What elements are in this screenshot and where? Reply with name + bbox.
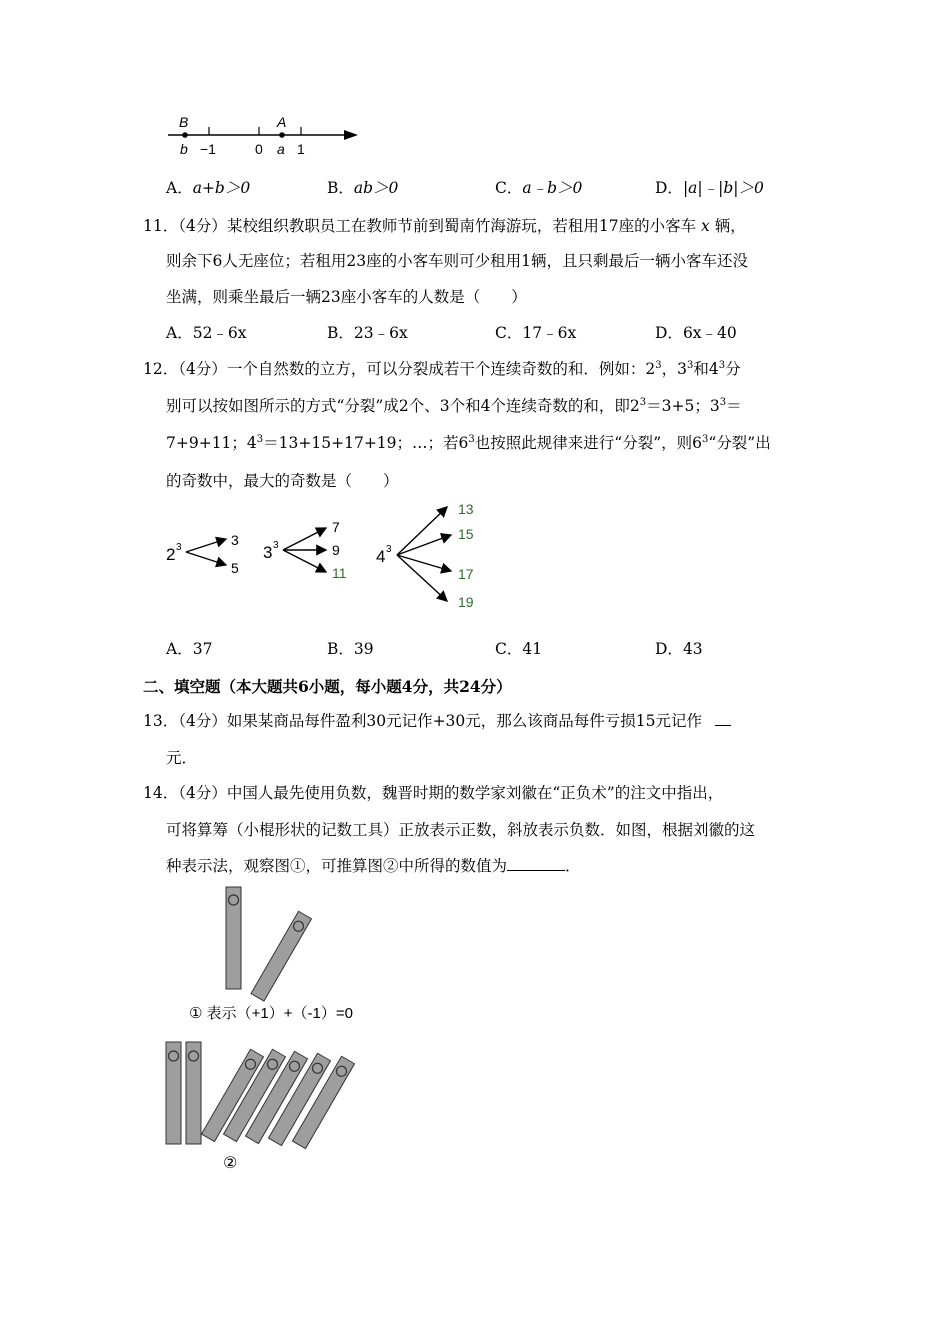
q11-line3: 坐满，则乘坐最后一辆23座小客车的人数是（ ） [166, 288, 527, 306]
q11-option-d: D．6x﹣40 [655, 324, 737, 342]
arrow-2-to-3 [186, 539, 226, 552]
q14-line1: 14．（4分）中国人最先使用负数，魏晋时期的数学家刘徽在“正负术”的注文中指出， [143, 784, 724, 802]
exp-2: 3 [176, 542, 182, 553]
q14-answer-blank[interactable] [507, 870, 565, 871]
q11-option-a: A．52﹣6x [166, 324, 247, 342]
point-b [182, 132, 188, 138]
q10-option-c: C．a﹣b＞0 [495, 179, 583, 197]
q11-option-c: C．17﹣6x [495, 324, 577, 342]
label-B: B [179, 114, 189, 130]
arrow-4-to-15 [397, 535, 451, 555]
q12-option-d: D．43 [655, 640, 703, 658]
section2-title: 二、填空题（本大题共6小题，每小题4分，共24分） [143, 677, 512, 696]
q10-option-b: B．ab＞0 [327, 179, 399, 197]
fig2-label: ② [223, 1155, 238, 1172]
rods-figure-1 [185, 883, 385, 1028]
rods-figure-2 [160, 1035, 375, 1175]
tick-label-a: a [277, 141, 285, 157]
q13-answer-blank[interactable] [715, 725, 731, 726]
cube-split-diagram [160, 495, 500, 620]
q11-line1: 11．（4分）某校组织教职员工在教师节前到蜀南竹海游玩，若租用17座的小客车 x 辆， [143, 217, 746, 235]
upright-rod [226, 887, 241, 989]
q12-option-c: C．41 [495, 640, 543, 658]
out-19: 19 [458, 594, 474, 610]
q12-line2: 别可以按如图所示的方式“分裂”成2个、3个和4个连续奇数的和，即$2^3=3+5$；$3^3=$ [166, 397, 742, 415]
q13-line2: 元． [166, 749, 198, 767]
out-13: 13 [458, 501, 474, 517]
q12-line4: 的奇数中，最大的奇数是（ ） [166, 472, 399, 490]
fig1-caption: ① 表示（+1）+（-1）=0 [189, 1005, 353, 1022]
tick-label-b: b [180, 141, 188, 157]
arrow-3-to-7 [283, 528, 326, 550]
q11-line2: 则余下6人无座位；若租用23座的小客车则可少租用1辆，且只剩最后一辆小客车还没 [166, 252, 748, 270]
out-5: 5 [231, 560, 239, 576]
out-11: 11 [332, 565, 347, 581]
out-3: 3 [231, 532, 239, 548]
out-15: 15 [458, 526, 474, 542]
q13-line1: 13．（4分）如果某商品每件盈利30元记作+30元，那么该商品每件亏损15元记作 [143, 711, 731, 731]
exp-3: 3 [273, 540, 279, 551]
tick-label-1: 1 [297, 141, 305, 157]
point-a [279, 132, 285, 138]
q12-line3: 7+9+11；$4^3=13+15+17+19$；…；若$6^3$也按照此规律来进行“分裂”，则$6^3“$分裂”出 [166, 434, 771, 452]
tick-label-0: 0 [255, 141, 263, 157]
out-7: 7 [332, 519, 340, 535]
q14-line2: 可将算筹（小棍形状的记数工具）正放表示正数，斜放表示负数．如图，根据刘徽的这 [166, 821, 756, 839]
q12-line1: 12．（4分）一个自然数的立方，可以分裂成若干个连续奇数的和．例如：$2^3$，$3^3$和$4^3$分 [143, 360, 741, 378]
q14-line3: 种表示法，观察图①，可推算图②中所得的数值为 ． [166, 857, 581, 875]
out-17: 17 [458, 566, 474, 582]
slanted-rod [251, 911, 311, 1001]
number-line-figure [160, 110, 370, 165]
base-2: 2 [166, 545, 176, 564]
q12-option-a: A．37 [166, 640, 213, 658]
q12-option-b: B．39 [327, 640, 374, 658]
arrow-3-to-11 [283, 550, 326, 572]
out-9: 9 [332, 542, 340, 558]
q11-option-b: B．23﹣6x [327, 324, 408, 342]
arrow-2-to-5 [186, 552, 226, 565]
tick-label-minus1: −1 [200, 141, 216, 157]
exp-4: 3 [386, 544, 392, 555]
q10-option-a: A．a+b＞0 [166, 179, 251, 197]
label-A: A [277, 114, 287, 130]
number-line-arrow-icon [344, 130, 358, 140]
q10-option-d: D．|a|﹣|b|＞0 [655, 179, 764, 197]
arrow-4-to-13 [397, 507, 447, 555]
base-3: 3 [263, 543, 273, 562]
base-4: 4 [376, 547, 386, 566]
